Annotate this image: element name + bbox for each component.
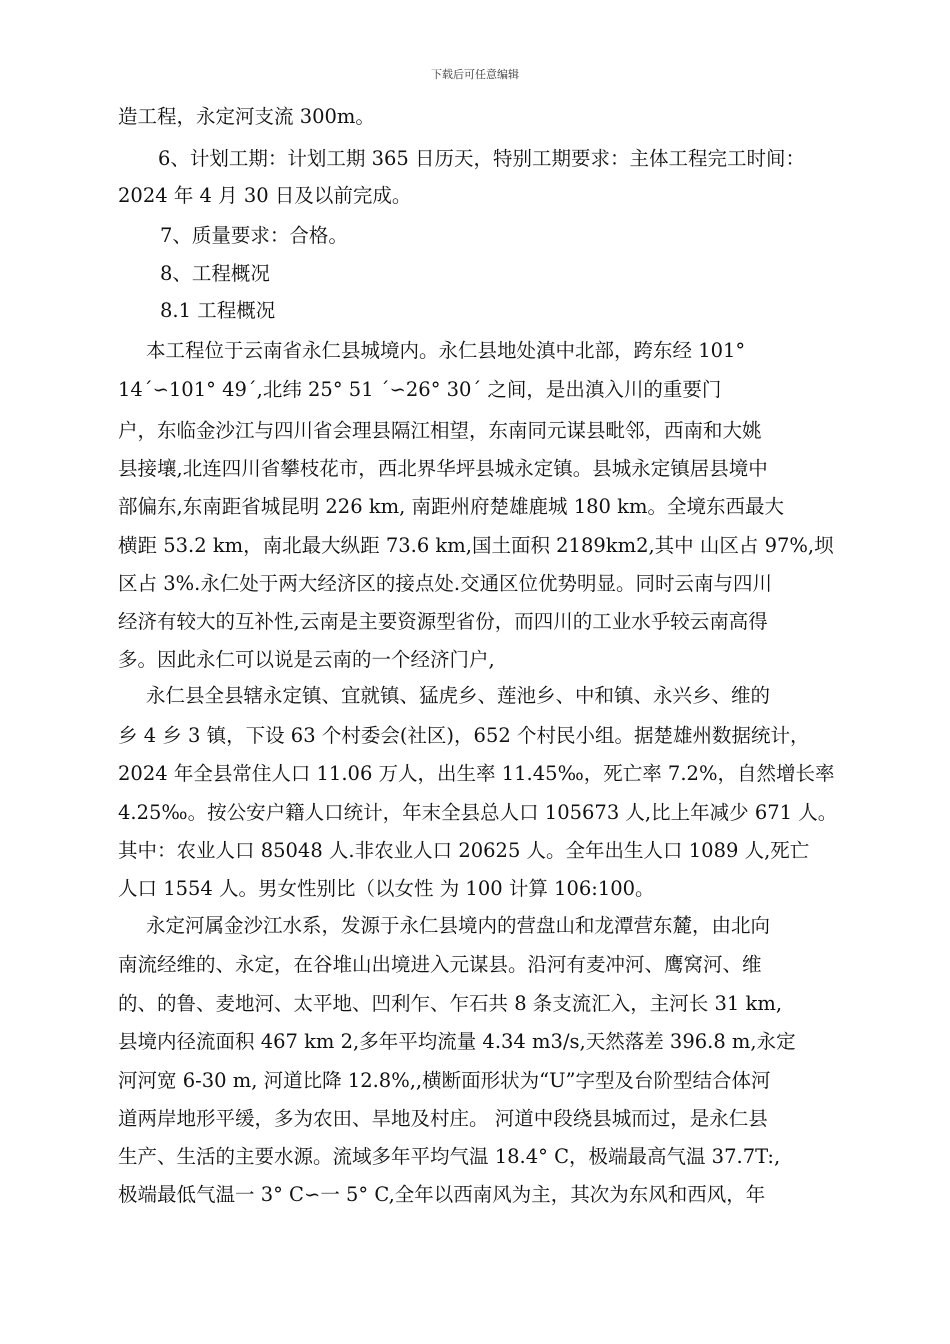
text-line: 6、计划工期：计划工期 365 日历天，特别工期要求：主体工程完工时间： [158,147,806,170]
text-line: 户，东临金沙江与四川省会理县隔江相望，东南同元谋县毗邻，西南和大姚 [118,419,762,442]
text-line: 本工程位于云南省永仁县城境内。永仁县地处滇中北部，跨东经 101° [146,339,746,362]
text-line: 河河宽 6-30 m, 河道比降 12.8%,,横断面形状为“U”字型及台阶型结合体河 [118,1069,771,1092]
text-line: 生产、生活的主要水源。流域多年平均气温 18.4° C，极端最高气温 37.7T:, [118,1145,781,1168]
text-line: 人口 1554 人。男女性别比（以女性 为 100 计算 106:100。 [118,877,655,900]
text-line: 造工程，永定河支流 300m。 [118,105,375,128]
text-line: 永定河属金沙江水系，发源于永仁县境内的营盘山和龙潭营东麓，由北向 [146,914,771,937]
text-line: 4.25‰。按公安户籍人口统计，年末全县总人口 105673 人,比上年减少 671 人。 [118,801,838,824]
text-line: 2024 年全县常住人口 11.06 万人，出生率 11.45‰，死亡率 7.2%，自然增长率 [118,762,835,785]
text-line: 县接壤,北连四川省攀枝花市，西北界华坪县城永定镇。县城永定镇居县境中 [118,457,768,480]
text-line: 极端最低气温一 3° C∽一 5° C,全年以西南风为主，其次为东风和西风，年 [118,1183,766,1206]
text-line: 其中：农业人口 85048 人.非农业人口 20625 人。全年出生人口 1089 人,死亡 [118,839,810,862]
text-line: 乡 4 乡 3 镇，下设 63 个村委会(社区)，652 个村民小组。据楚雄州数据统计， [118,724,810,747]
text-line: 县境内径流面积 467 km 2,多年平均流量 4.34 m3/s,天然落差 396.8 m,永定 [118,1030,796,1053]
text-line: 部偏东,东南距省城昆明 226 km, 南距州府楚雄鹿城 180 km。全境东西最大 [118,495,784,518]
page-header: 下载后可任意编辑 [431,68,519,81]
text-line: 区占 3%.永仁处于两大经济区的接点处.交通区位优势明显。同时云南与四川 [118,572,773,595]
text-line: 南流经维的、永定，在谷堆山出境进入元谋县。沿河有麦冲河、鹰窝河、维 [118,953,762,976]
text-line: 7、质量要求：合格。 [160,224,348,247]
text-line: 永仁县全县辖永定镇、宜就镇、猛虎乡、莲池乡、中和镇、永兴乡、维的 [146,684,771,707]
text-line: 横距 53.2 km，南北最大纵距 73.6 km,国土面积 2189km2,其中 山区占 97%,坝 [118,534,834,557]
text-line: 14´∽101° 49´,北纬 25° 51 ´∽26° 30´ 之间，是出滇入川的重要门 [118,378,722,401]
text-line: 道两岸地形平缓，多为农田、旱地及村庄。 河道中段绕县城而过，是永仁县 [118,1107,768,1130]
text-line: 经济有较大的互补性,云南是主要资源型省份，而四川的工业水乎较云南高得 [118,610,768,633]
text-line: 的、的鲁、麦地河、太平地、凹利乍、乍石共 8 条支流汇入，主河长 31 km, [118,992,783,1015]
section-heading: 8.1 工程概况 [160,299,276,322]
text-line: 8、工程概况 [160,262,270,285]
text-line: 2024 年 4 月 30 日及以前完成。 [118,184,412,207]
text-line: 多。因此永仁可以说是云南的一个经济门户, [118,648,495,671]
